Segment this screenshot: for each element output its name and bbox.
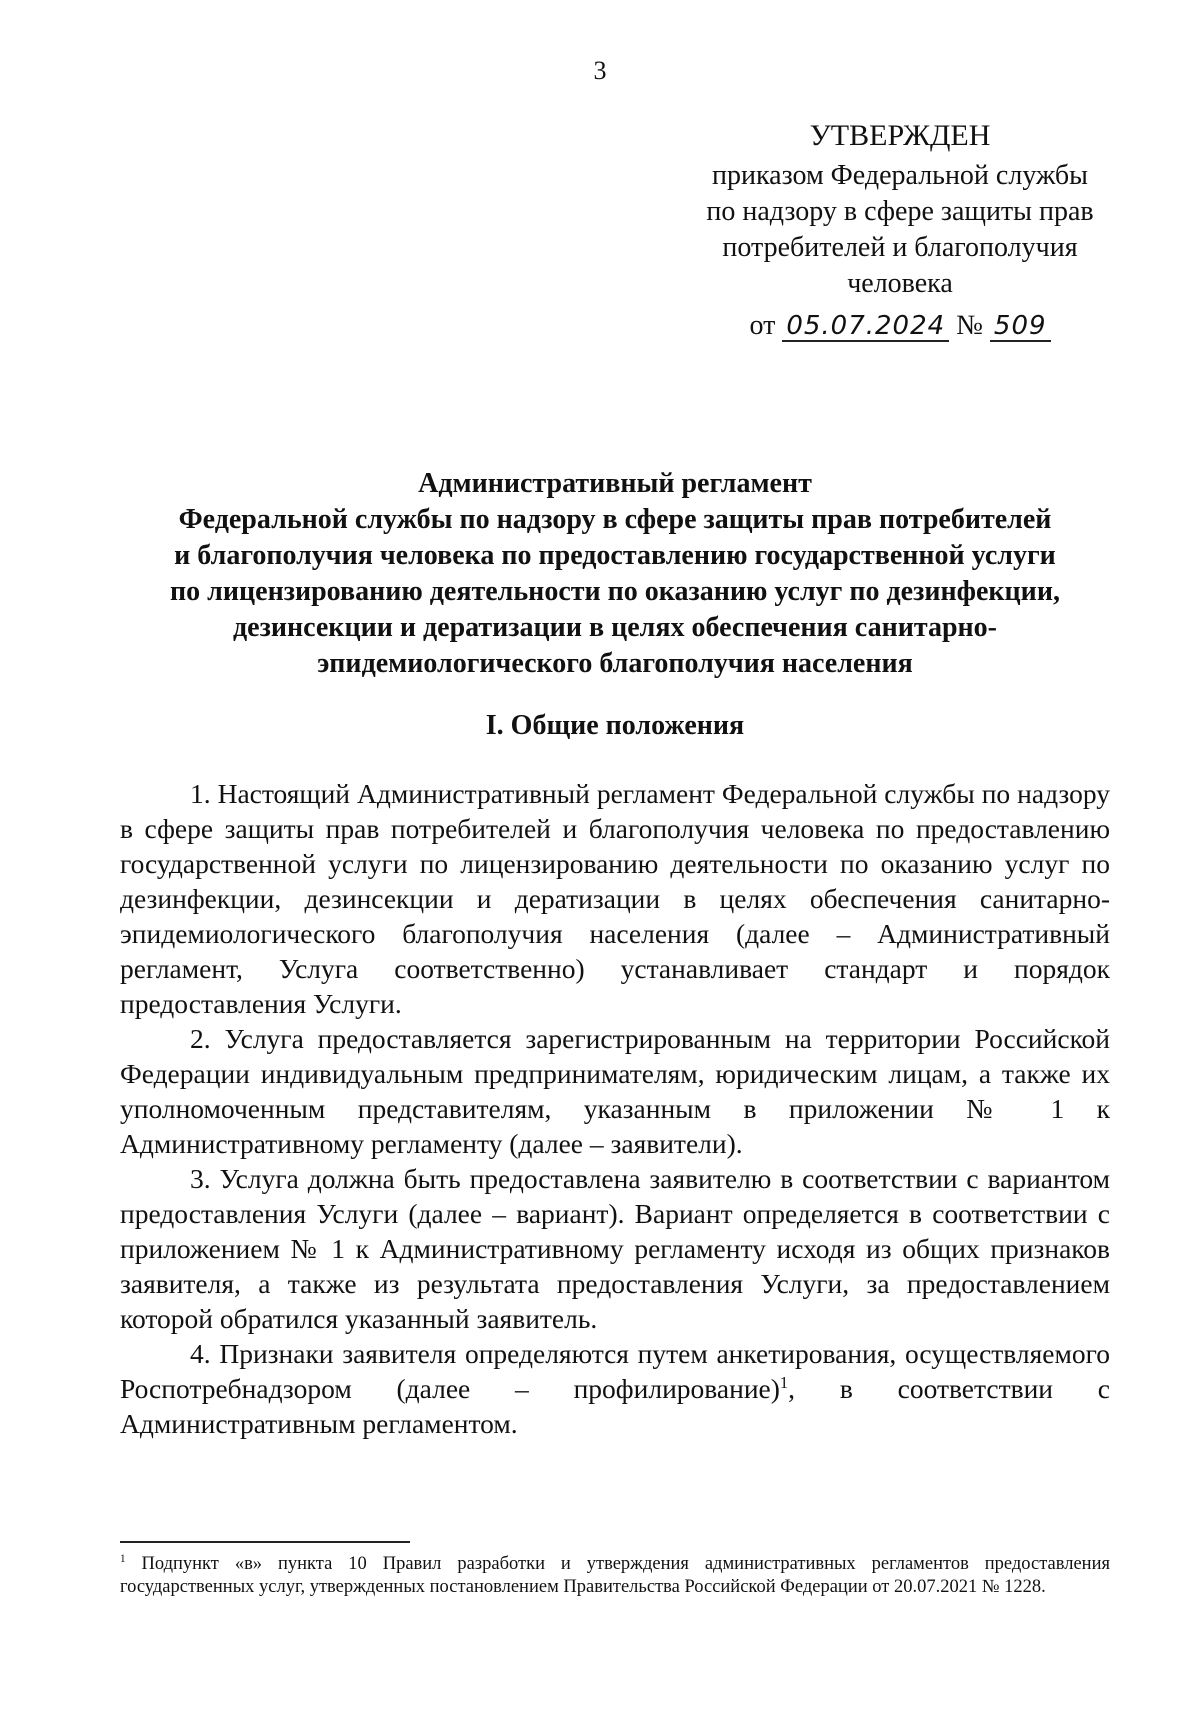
- document-title: [120, 466, 1110, 682]
- page-number: 3: [593, 56, 607, 85]
- approval-stamp-block: [700, 118, 1100, 344]
- paragraph-1: 1. Настоящий Административный регламент Федеральной службы по надзору в сфере защиты прав потребителей и благополучия человека по предоставлению государственной услуги по лицензированию деятельности по оказанию услуг по дезинфекции, дезинсекции и дератизации в целях обеспечения санитарно-эпидемиологического благополучия населения (далее – Административный регламент, Услуга соответственно) устанавливает стандарт и порядок предоставления Услуги.: [120, 778, 1110, 1019]
- handwritten-date: 05.07.2024: [782, 312, 949, 342]
- approval-line: приказом Федеральной службы: [712, 160, 1088, 191]
- section-heading: I. Общие положения: [485, 710, 745, 741]
- body-text: [120, 776, 1110, 1441]
- paragraph-3: 3. Услуга должна быть предоставлена заявителю в соответствии с вариантом предоставления Услуги (далее – вариант). Вариант определяется в соответствии с приложением № 1 к Административному регламенту исходя из общих признаков заявителя, а также из результата предоставления Услуги, за предоставлением которой обратился указанный заявитель.: [120, 1163, 1110, 1334]
- document-title-line: Административный регламент: [418, 468, 812, 499]
- footnote-separator: [120, 1541, 410, 1543]
- approval-title: УТВЕРЖДЕН: [809, 119, 991, 152]
- number-prefix: №: [956, 310, 983, 341]
- approval-line: потребителей и благополучия: [722, 232, 1078, 263]
- footnote-text: Подпункт «в» пункта 10 Правил разработки и утверждения административных регламентов предоставления государственных услуг, утвержденных постановлением Правительства Российской Федерации от 20.07.2021 № 1228.: [120, 1554, 1110, 1597]
- paragraph-4-text-after: , в соответствии с Административным регламентом.: [120, 1373, 1110, 1439]
- paragraph-4: [120, 1336, 1110, 1441]
- footnote-mark: 1: [120, 1552, 126, 1565]
- handwritten-order-number: 509: [990, 312, 1051, 342]
- document-title-line: эпидемиологического благополучия населения: [317, 648, 913, 679]
- document-title-line: по лицензированию деятельности по оказанию услуг по дезинфекции,: [170, 576, 1060, 607]
- approval-line: по надзору в сфере защиты прав: [706, 196, 1094, 227]
- approval-date-line: [700, 308, 1100, 344]
- document-title-line: Федеральной службы по надзору в сфере защиты прав потребителей: [178, 504, 1052, 535]
- paragraph-4-text-before: 4. Признаки заявителя определяются путем анкетирования, осуществляемого Роспотребнадзором (далее – профилирование): [120, 1338, 1110, 1404]
- date-prefix: от: [749, 310, 776, 341]
- footnote: [120, 1553, 1110, 1599]
- document-title-line: дезинсекции и дератизации в целях обеспечения санитарно-: [233, 612, 997, 643]
- document-title-line: и благополучия человека по предоставлению государственной услуги: [174, 540, 1056, 571]
- approval-line: человека: [847, 268, 953, 299]
- paragraph-2: 2. Услуга предоставляется зарегистрированным на территории Российской Федерации индивидуальным предпринимателям, юридическим лицам, а также их уполномоченным представителям, указанным в приложении № 1 к Административному регламенту (далее – заявители).: [120, 1023, 1110, 1159]
- footnote-reference: 1: [779, 1372, 789, 1392]
